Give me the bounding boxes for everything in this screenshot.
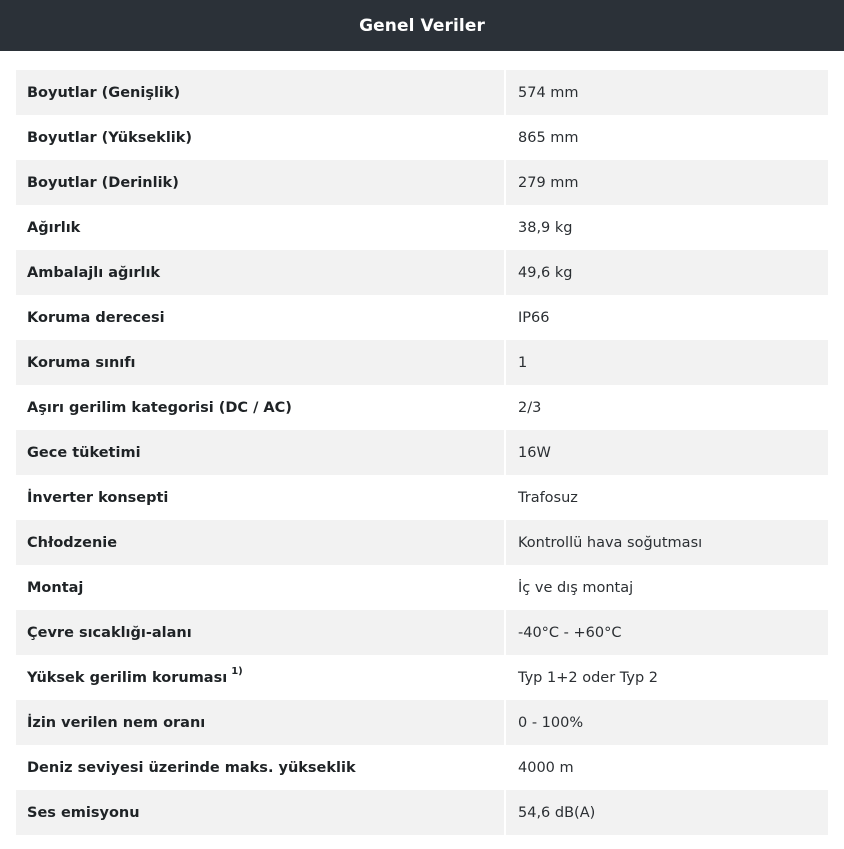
spec-row — [16, 115, 828, 160]
spec-label: Ağırlık — [16, 205, 504, 250]
spec-label: Chłodzenie — [16, 520, 504, 565]
spec-label: Deniz seviyesi üzerinde maks. yükseklik — [16, 745, 504, 790]
spec-row — [16, 655, 828, 700]
section-header — [0, 0, 844, 51]
spec-label: Boyutlar (Genişlik) — [16, 70, 504, 115]
spec-label-text: Yüksek gerilim koruması — [27, 669, 228, 686]
spec-row — [16, 520, 828, 565]
spec-value: 49,6 kg — [506, 250, 828, 295]
spec-row — [16, 340, 828, 385]
spec-value: 0 - 100% — [506, 700, 828, 745]
spec-value: IP66 — [506, 295, 828, 340]
spec-label: Boyutlar (Derinlik) — [16, 160, 504, 205]
spec-row — [16, 610, 828, 655]
spec-value: 279 mm — [506, 160, 828, 205]
spec-label: Koruma derecesi — [16, 295, 504, 340]
spec-value: Typ 1+2 oder Typ 2 — [506, 655, 828, 700]
spec-row — [16, 250, 828, 295]
spec-value: Kontrollü hava soğutması — [506, 520, 828, 565]
spec-row — [16, 160, 828, 205]
spec-value: 865 mm — [506, 115, 828, 160]
spec-row — [16, 430, 828, 475]
spec-label: Aşırı gerilim kategorisi (DC / AC) — [16, 385, 504, 430]
spec-value: 4000 m — [506, 745, 828, 790]
spec-label-with-footnote — [16, 655, 504, 700]
spec-row — [16, 295, 828, 340]
spec-row — [16, 745, 828, 790]
spec-row — [16, 70, 828, 115]
spec-value: 574 mm — [506, 70, 828, 115]
spec-table — [16, 70, 828, 835]
spec-label: Ses emisyonu — [16, 790, 504, 835]
spec-row — [16, 700, 828, 745]
spec-value: 2/3 — [506, 385, 828, 430]
spec-row — [16, 205, 828, 250]
spec-label: İzin verilen nem oranı — [16, 700, 504, 745]
spec-label: Boyutlar (Yükseklik) — [16, 115, 504, 160]
spec-row — [16, 385, 828, 430]
spec-label: Gece tüketimi — [16, 430, 504, 475]
spec-value: 16W — [506, 430, 828, 475]
spec-value: Trafosuz — [506, 475, 828, 520]
spec-label: Çevre sıcaklığı-alanı — [16, 610, 504, 655]
footnote-marker: 1) — [231, 666, 243, 677]
spec-label: Ambalajlı ağırlık — [16, 250, 504, 295]
spec-label: İnverter konsepti — [16, 475, 504, 520]
spec-value: 54,6 dB(A) — [506, 790, 828, 835]
spec-value: -40°C - +60°C — [506, 610, 828, 655]
spec-value: 38,9 kg — [506, 205, 828, 250]
spec-label: Montaj — [16, 565, 504, 610]
spec-value: İç ve dış montaj — [506, 565, 828, 610]
spec-label: Koruma sınıfı — [16, 340, 504, 385]
spec-row — [16, 790, 828, 835]
spec-row — [16, 475, 828, 520]
section-title: Genel Veriler — [359, 15, 485, 36]
spec-row — [16, 565, 828, 610]
spec-value: 1 — [506, 340, 828, 385]
